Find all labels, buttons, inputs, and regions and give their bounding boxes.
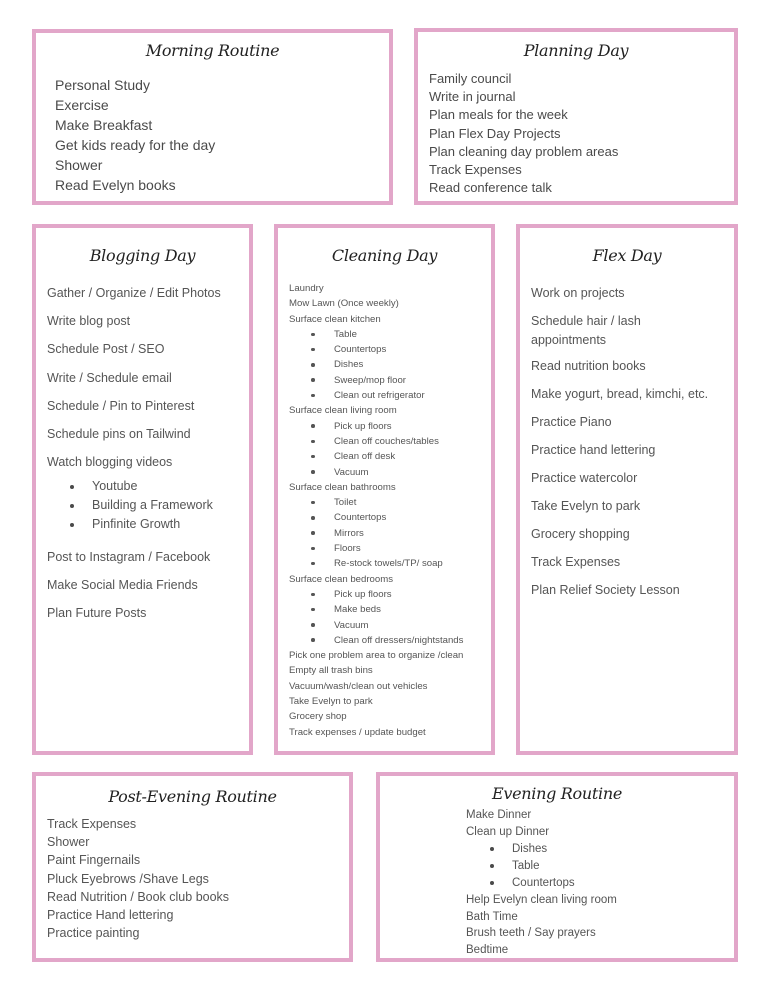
blogging-day-card (32, 224, 253, 755)
card-title: Evening Routine (491, 784, 623, 803)
list-item: Schedule hair / lash (531, 314, 641, 328)
sub-list-item: Vacuum (289, 618, 463, 633)
list-item: Track Expenses (47, 817, 137, 831)
list-item: Pick one problem area to organize /clean (289, 650, 464, 662)
list-item: Read conference talk (429, 180, 552, 196)
list-item: Work on projects (531, 286, 625, 300)
post-evening-routine-card (32, 772, 353, 962)
blogging-list-after (47, 543, 210, 628)
card-title: Morning Routine (145, 41, 280, 60)
post-evening-list (47, 815, 229, 942)
list-item: Plan Future Posts (47, 606, 147, 621)
sub-list-item: Re-stock towels/TP/ soap (289, 556, 463, 571)
list-item: Get kids ready for the day (55, 137, 216, 153)
list-item: Write / Schedule email (47, 370, 172, 385)
list-item: Laundry (289, 283, 324, 294)
list-item: Surface clean bathrooms (289, 481, 396, 493)
list-item: Take Evelyn to park (289, 696, 373, 708)
list-item: Track expenses / update budget (289, 726, 426, 738)
list-item: Plan cleaning day problem areas (429, 143, 619, 159)
list-item: Make Social Media Friends (47, 578, 198, 593)
list-item: Pluck Eyebrows /Shave Legs (47, 871, 209, 886)
list-item: Bedtime (466, 943, 509, 956)
sub-list-item: Table (512, 858, 575, 875)
sub-list-item: Dishes (289, 357, 463, 372)
sub-list-item: Clean off couches/tables (289, 434, 463, 449)
card-title: Planning Day (523, 41, 629, 60)
list-item: Post to Instagram / Facebook (47, 550, 211, 564)
morning-routine-card (32, 29, 393, 205)
list-item: Mow Lawn (Once weekly) (289, 298, 399, 310)
list-item: Schedule Post / SEO (47, 342, 165, 357)
sub-list-item: Youtube (92, 477, 213, 496)
sub-list-item: Countertops (512, 875, 575, 892)
list-item: Plan Flex Day Projects (429, 125, 561, 141)
evening-sub-list (512, 841, 575, 891)
list-item: Track Expenses (429, 162, 522, 178)
sub-list-item: Countertops (289, 342, 463, 357)
list-item: Practice hand lettering (531, 443, 656, 457)
list-item: Read Evelyn books (55, 177, 176, 193)
list-item: Shower (55, 157, 103, 173)
evening-list (466, 807, 549, 841)
list-item: Surface clean living room (289, 405, 397, 417)
cleaning-list (289, 281, 463, 740)
sub-list-item: Pick up floors (289, 419, 463, 434)
card-title: Flex Day (592, 246, 662, 265)
sub-list-item: Mirrors (289, 526, 463, 541)
list-item: Make Dinner (466, 809, 532, 821)
list-item: Shower (47, 835, 90, 850)
list-item: Track Expenses (531, 555, 621, 569)
blogging-list (47, 279, 221, 476)
list-item: Watch blogging videos (47, 455, 173, 470)
list-item: Grocery shopping (531, 527, 630, 541)
list-item: Vacuum/wash/clean out vehicles (289, 680, 428, 692)
sub-list-item: Building a Framework (92, 496, 213, 515)
sub-list-item: Clean out refrigerator (289, 388, 463, 403)
morning-list (55, 75, 215, 195)
sub-list-item: Pick up floors (289, 587, 463, 602)
list-item: Read Nutrition / Book club books (47, 889, 230, 904)
list-item: Personal Study (55, 77, 150, 93)
list-item: Plan meals for the week (429, 107, 568, 123)
sub-list-item: Table (289, 327, 463, 342)
list-item: Practice Hand lettering (47, 908, 174, 923)
list-item: Read nutrition books (531, 359, 646, 373)
list-item: Help Evelyn clean living room (466, 894, 617, 906)
cleaning-day-card (274, 224, 495, 755)
sub-list-item: Pinfinite Growth (92, 515, 213, 534)
sub-list-item: Sweep/mop floor (289, 373, 463, 388)
card-title: Post-Evening Routine (108, 787, 277, 806)
card-title: Cleaning Day (331, 246, 438, 265)
list-item: Take Evelyn to park (531, 499, 641, 513)
sub-list-item: Vacuum (289, 465, 463, 480)
list-item: Brush teeth / Say prayers (466, 927, 596, 939)
list-item: Surface clean kitchen (289, 313, 381, 325)
sub-list-item: Clean off desk (289, 449, 463, 464)
list-item: Practice painting (47, 926, 140, 941)
list-item: Make yogurt, bread, kimchi, etc. (531, 387, 709, 401)
sub-list-item: Floors (289, 541, 463, 556)
list-item: Clean up Dinner (466, 825, 550, 838)
list-item: appointments (531, 333, 607, 347)
sub-list-item: Toilet (289, 495, 463, 510)
list-item: Gather / Organize / Edit Photos (47, 286, 221, 300)
list-item: Bath Time (466, 910, 518, 923)
blogging-sub-list (92, 477, 213, 534)
list-item: Write in journal (429, 89, 516, 105)
list-item: Plan Relief Society Lesson (531, 583, 680, 597)
list-item: Exercise (55, 97, 109, 113)
list-item: Practice Piano (531, 415, 612, 429)
list-item: Write blog post (47, 314, 131, 329)
planning-day-card (414, 28, 738, 205)
sub-list-item: Countertops (289, 510, 463, 525)
list-item: Practice watercolor (531, 471, 638, 485)
list-item: Surface clean bedrooms (289, 573, 393, 585)
planning-list (429, 70, 618, 197)
list-item: Family council (429, 71, 512, 86)
sub-list-item: Dishes (512, 841, 575, 858)
evening-list-after (466, 892, 617, 958)
list-item: Grocery shop (289, 711, 347, 723)
list-item: Empty all trash bins (289, 665, 373, 677)
list-item: Paint Fingernails (47, 853, 141, 868)
card-title: Blogging Day (89, 246, 196, 265)
list-item: Make Breakfast (55, 117, 153, 133)
list-item: Schedule / Pin to Pinterest (47, 398, 195, 413)
list-item: Schedule pins on Tailwind (47, 427, 191, 442)
sub-list-item: Make beds (289, 602, 463, 617)
flex-day-card (516, 224, 738, 755)
evening-routine-card (376, 772, 738, 962)
sub-list-item: Clean off dressers/nightstands (289, 633, 463, 648)
flex-list (531, 279, 708, 604)
